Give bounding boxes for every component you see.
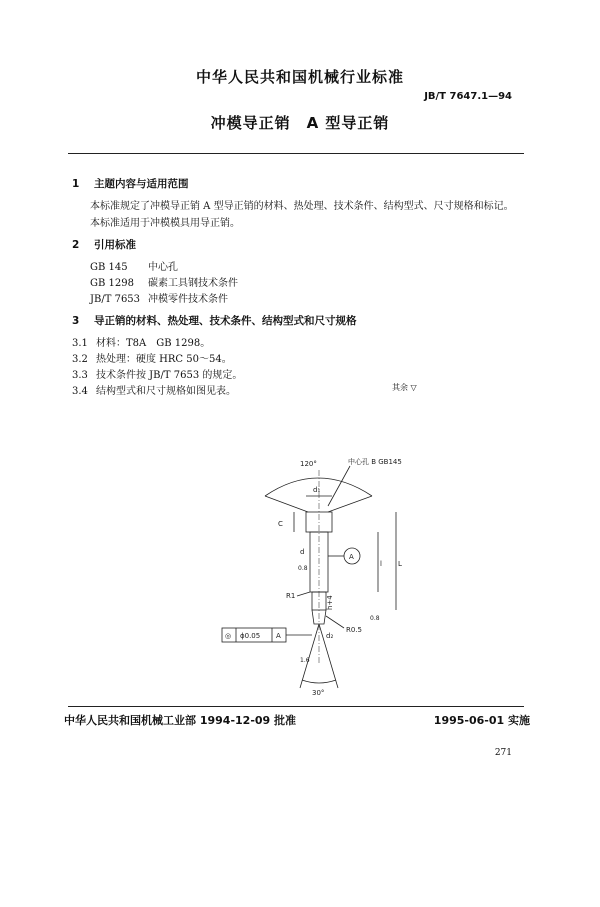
implementation-date: 1995-06-01 实施 [433,714,530,727]
issuing-organization: 中华人民共和国机械行业标准 [195,68,404,86]
document-title: 冲模导正销 A 型导正销 [210,114,390,132]
roughness-mark: 1.6 [300,657,310,664]
clause-item: 3.3 技术条件按 JB/T 7653 的规定。 [72,370,243,381]
L-label: L [398,560,402,568]
tip-angle-line-left [300,624,319,688]
header-divider [68,153,524,154]
section-1-heading: 1 主题内容与适用范围 [72,178,189,190]
center-hole-note: 中心孔 B GB145 [348,458,402,466]
angle-arc-bottom [302,680,336,683]
d1-label: d₁ [313,486,321,494]
roughness-mark: 0.8 [370,615,380,622]
section-2-heading: 2 引用标准 [72,239,136,251]
d2-label: d₂ [326,632,334,640]
surface-roughness-note: 其余 ▽ [392,383,417,392]
standard-code: JB/T 7647.1—94 [424,91,512,102]
h-label: h+4 [326,595,334,610]
r05-leader [326,616,344,628]
clause-item: 3.4 结构型式和尺寸规格如图见表。 [72,386,236,397]
r05-label: R0.5 [346,626,362,634]
footer-divider [68,706,524,707]
center-hole-leader [328,466,350,506]
r1-leader [297,592,310,596]
page-number: 271 [494,748,512,758]
concentricity-symbol: ◎ [225,632,232,640]
clause-item: 3.2 热处理：硬度 HRC 50～54。 [72,354,232,365]
c-label: C [278,520,283,528]
tolerance-datum: A [276,632,281,640]
pilot-pin-drawing [200,440,440,700]
cone-extension-left [265,496,308,512]
roughness-mark: 0.8 [298,565,308,572]
r1-label: R1 [286,592,296,600]
section-3-heading: 3 导正销的材料、热处理、技术条件、结构型式和尺寸规格 [72,315,357,327]
clause-item: 3.1 材料：T8A GB 1298。 [72,338,211,349]
angle-top-label: 120° [300,460,317,468]
l-label: l [380,560,382,568]
d-label: d [300,548,305,556]
cone-extension-right [328,496,372,512]
reference-item: JB/T 7653 冲模零件技术条件 [90,294,228,305]
section-1-paragraph: 本标准规定了冲模导正销 A 型导正销的材料、热处理、技术条件、结构型式、尺寸规格和标记。 [90,201,514,212]
reference-item: GB 145 中心孔 [90,262,178,273]
section-1-paragraph: 本标准适用于冲模模具用导正销。 [90,218,240,229]
reference-item: GB 1298 碳素工具钢技术条件 [90,278,238,289]
datum-a-label: A [349,553,354,561]
tolerance-value: ϕ0.05 [240,632,261,640]
angle-bottom-label: 30° [312,689,325,697]
approval-line: 中华人民共和国机械工业部 1994-12-09 批准 [64,714,297,727]
